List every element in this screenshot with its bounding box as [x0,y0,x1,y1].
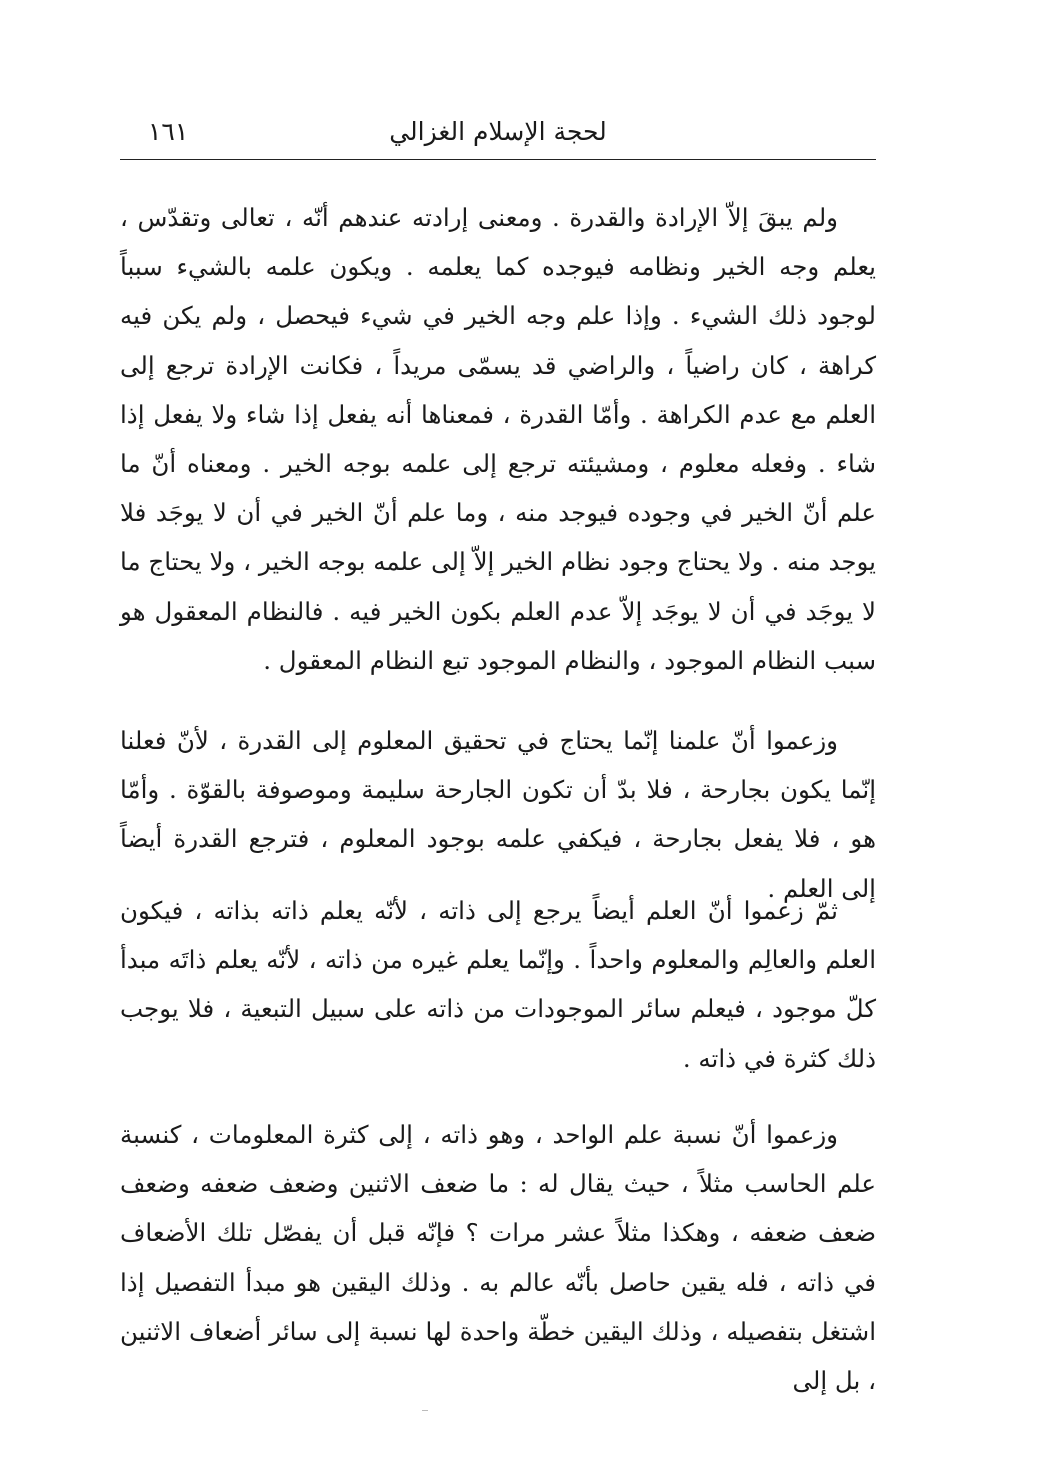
scan-speck [422,1410,428,1411]
paragraph-4: وزعموا أنّ نسبة علم الواحد ، وهو ذاته ، إلى كثرة المعلومات ، كنسبة علم الحاسب مثلاً ، حيث يقال له : ما ضعف الاثنين وضعف ضعفه وضعف ضعف ضعفه ، وهكذا مثلاً عشر مرات ؟ فإنّه قبل أن يفصّل تلك الأضعاف في ذاته ، فله يقين حاصل بأنّه عالم به . وذلك اليقين هو مبدأ التفصيل إذا اشتغل بتفصيله ، وذلك اليقين خطّة واحدة لها نسبة إلى سائر أضعاف الاثنين ، بل إلى [120,1120,876,1396]
paragraph-2: وزعموا أنّ علمنا إنّما يحتاج في تحقيق المعلوم إلى القدرة ، لأنّ فعلنا إنّما يكون بجارحة ، فلا بدّ أن تكون الجارحة سليمة وموصوفة بالقوّة . وأمّا هو ، فلا يفعل بجارحة ، فيكفي علمه بوجود المعلوم ، فترجع القدرة أيضاً إلى العلم . [120,726,876,903]
header-divider [120,159,876,160]
paragraph-1: ولم يبقَ إلاّ الإرادة والقدرة . ومعنى إرادته عندهم أنّه ، تعالى وتقدّس ، يعلم وجه الخير ونظامه فيوجده كما يعلمه . ويكون علمه بالشيء سبباً لوجود ذلك الشيء . وإذا علم وجه الخير في شيء فيحصل ، ولم يكن فيه كراهة ، كان راضياً ، والراضي قد يسمّى مريداً ، فكانت الإرادة ترجع إلى العلم مع عدم الكراهة . وأمّا القدرة ، فمعناها أنه يفعل إذا شاء ولا يفعل إذا شاء . وفعله معلوم ، ومشيئته ترجع إلى علمه بوجه الخير . ومعناه أنّ ما علم أنّ الخير في وجوده فيوجد منه ، وما علم أنّ الخير في أن لا يوجَد فلا يوجد منه . ولا يحتاج وجود نظام الخير إلاّ إلى علمه بوجه الخير ، ولا يحتاج ما لا يوجَد في أن لا يوجَد إلاّ عدم العلم بكون الخير فيه . فالنظام المعقول هو سبب النظام الموجود ، والنظام الموجود تبع النظام المعقول . [120,203,876,675]
paragraph-3: ثمّ زعموا أنّ العلم أيضاً يرجع إلى ذاته ، لأنّه يعلم ذاته بذاته ، فيكون العلم والعالِم والمعلوم واحداً . وإنّما يعلم غيره من ذاته ، لأنّه يعلم ذاتَه مبدأ كلّ موجود ، فيعلم سائر الموجودات من ذاته على سبيل التبعية ، فلا يوجب ذلك كثرة في ذاته . [120,896,876,1073]
running-header [120,108,876,156]
page-number: ١٦١ [148,117,189,146]
running-title: لحجة الإسلام الغزالي [389,117,607,146]
